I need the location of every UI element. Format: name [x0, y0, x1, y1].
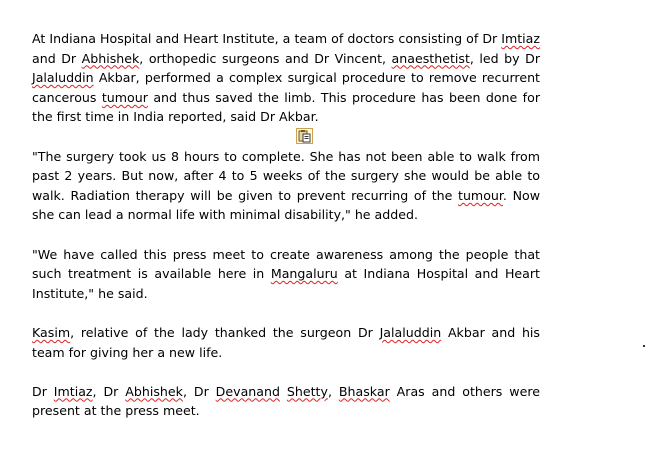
- text-run: at Indiana Hospital and Heart Institute," he said.: [32, 266, 540, 301]
- spellcheck-flagged-word: Mangaluru: [270, 266, 338, 282]
- text-run: "We have called this press meet to create awareness among the people that such treatment is available here in: [32, 246, 540, 282]
- clipboard-glyph: [297, 129, 312, 143]
- text-run: , relative of the lady thanked the surgeon Dr: [70, 324, 380, 340]
- text-run: Aras and others were present at the press meet.: [32, 383, 540, 419]
- spellcheck-flagged-word: Bhaskar: [338, 383, 390, 399]
- paragraph-2: [32, 147, 540, 225]
- text-run: "The surgery took us 8 hours to complete. She has not been able to walk from past 2 years. But now, after 4 to 5 weeks of the surgery she would be able to walk. Radiation therapy will be given to prevent recurring of the: [32, 148, 540, 203]
- spellcheck-flagged-word: Kasim: [32, 324, 71, 340]
- paste-options-row: [32, 127, 540, 147]
- document-body: [32, 29, 540, 421]
- paragraph-spacer: [32, 303, 540, 323]
- spellcheck-flagged-word: Jalaluddin: [32, 70, 94, 86]
- text-run: , Dr: [182, 383, 216, 399]
- spellcheck-flagged-word: Imtiaz: [53, 383, 93, 399]
- spellcheck-flagged-word: Abhishek: [125, 383, 183, 399]
- text-run: . Now she can lead a normal life with minimal disability," he added.: [32, 187, 540, 223]
- paragraph-3: [32, 245, 540, 304]
- spellcheck-flagged-word: tumour: [101, 89, 148, 105]
- clipboard-paste-icon[interactable]: [296, 128, 313, 144]
- paragraph-5: [32, 382, 540, 421]
- text-run: and Dr: [32, 50, 82, 66]
- text-run: [280, 384, 287, 399]
- text-run: ,: [327, 383, 339, 399]
- text-run: , orthopedic surgeons and Dr Vincent,: [139, 50, 392, 66]
- paragraph-1: [32, 29, 540, 127]
- spellcheck-flagged-word: tumour: [458, 187, 503, 203]
- margin-dot: [643, 345, 645, 347]
- text-run: , led by Dr: [469, 50, 541, 66]
- paragraph-spacer: [32, 362, 540, 382]
- spellcheck-flagged-word: Imtiaz: [501, 31, 540, 46]
- spellcheck-flagged-word: anaesthetist: [391, 50, 470, 66]
- paragraph-spacer: [32, 225, 540, 245]
- text-run: Dr: [32, 383, 54, 399]
- spellcheck-flagged-word: Abhishek: [81, 50, 140, 66]
- text-run: At Indiana Hospital and Heart Institute, a team of doctors consisting of Dr: [32, 31, 502, 46]
- spellcheck-flagged-word: Shetty: [286, 383, 328, 399]
- text-run: , Dr: [92, 383, 126, 399]
- text-run: Akbar, performed a complex surgical procedure to remove recurrent cancerous: [32, 70, 540, 105]
- spellcheck-flagged-word: Jalaluddin: [379, 324, 442, 340]
- text-run: Akbar and his team for giving her a new life.: [32, 324, 540, 360]
- spellcheck-flagged-word: Devanand: [215, 383, 280, 399]
- paragraph-4: [32, 323, 540, 362]
- text-run: and thus saved the limb. This procedure has been done for the first time in India reported, said Dr Akbar.: [32, 89, 540, 125]
